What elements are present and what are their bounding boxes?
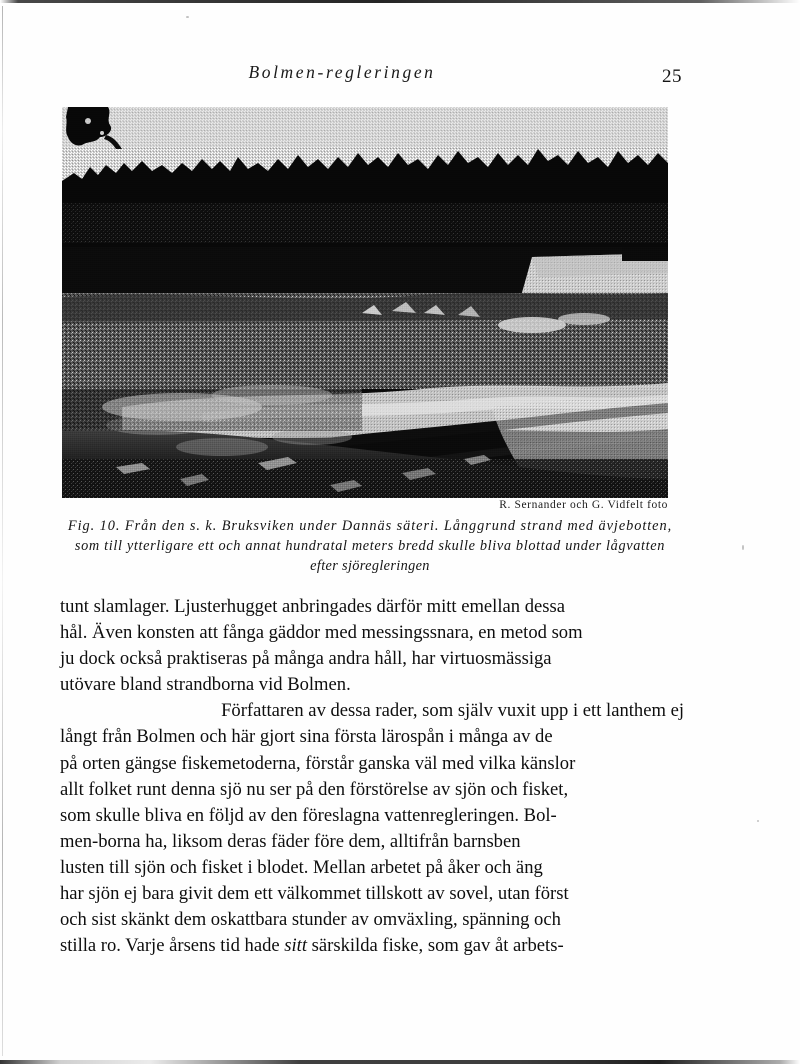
text-line (60, 777, 684, 803)
line-text: har sjön ej bara givit dem ett välkommet tillskott av sovel, utan först (60, 883, 569, 905)
line-text: hål. Även konsten att fånga gäddor med messingssnara, en metod som (60, 622, 583, 644)
caption-line-2: som till ytterligare ett och annat hundratal meters bredd skulle bliva blottad under lågvatten (74, 538, 666, 554)
running-head (62, 62, 682, 88)
line-text-before-emphasis: stilla ro. Varje årsens tid hade (60, 935, 285, 957)
scan-speck (757, 820, 759, 822)
line-text-after-emphasis: särskilda fiske, som gav åt arbets- (307, 935, 564, 957)
line-text: och sist skänkt dem oskattbara stunder av omväxling, spänning och (60, 909, 561, 931)
scan-artifact-bottom-edge (0, 1060, 800, 1064)
body-text (60, 594, 684, 959)
figure-caption (60, 516, 680, 576)
photo-credit: R. Sernander och G. Vidfelt foto (499, 499, 668, 511)
text-line (60, 881, 684, 907)
line-text: lusten till sjön och fisket i blodet. Mellan arbetet på åker och äng (60, 856, 543, 878)
line-text: allt folket runt denna sjö nu ser på den förstörelse av sjön och fisket, (60, 778, 569, 800)
text-line (60, 751, 684, 777)
scan-artifact-top-edge (0, 0, 800, 3)
text-line (60, 724, 684, 750)
text-line (60, 698, 684, 724)
line-text: som skulle bliva en följd av den föreslagna vattenregleringen. Bol- (60, 804, 557, 826)
paragraph-1 (60, 594, 684, 698)
scan-artifact-left-edge (2, 6, 3, 1056)
figure-10 (62, 107, 668, 498)
paragraph-2 (60, 698, 684, 959)
line-text: på orten gängse fiskemetoderna, förstår ganska väl med vilka känslor (60, 752, 576, 774)
scan-speck (186, 16, 189, 18)
caption-line-3: efter sjöregleringen (310, 558, 430, 574)
line-text: ju dock också praktiseras på många andra håll, har virtuosmässiga (60, 648, 552, 670)
page-number: 25 (662, 66, 682, 87)
text-line (60, 803, 684, 829)
photograph-bruksviken (62, 107, 668, 498)
text-line (60, 594, 684, 620)
photograph-content (62, 107, 668, 498)
page-title: Bolmen-regleringen (248, 62, 436, 82)
text-line (60, 855, 684, 881)
text-line (60, 829, 684, 855)
emphasised-word: sitt (284, 935, 308, 957)
text-line (60, 672, 684, 698)
caption-line-1: Fig. 10. Från den s. k. Bruksviken under Dannäs säteri. Långgrund strand med ävjebotten, (67, 518, 673, 534)
text-line (60, 620, 684, 646)
paragraph-indent (60, 698, 82, 724)
text-line (60, 646, 684, 672)
text-line-final (60, 933, 684, 959)
line-text: utövare bland strandborna vid Bolmen. (60, 674, 351, 696)
line-text: Författaren av dessa rader, som själv vuxit upp i ett lanthem ej (221, 700, 684, 722)
text-line (60, 907, 684, 933)
line-text: men-borna ha, liksom deras fäder före dem, alltifrån barnsben (60, 830, 521, 852)
line-text: långt från Bolmen och här gjort sina första lärospån i många av de (60, 726, 553, 748)
line-text: tunt slamlager. Ljusterhugget anbringades därför mitt emellan dessa (60, 596, 565, 617)
scan-speck (742, 545, 744, 550)
